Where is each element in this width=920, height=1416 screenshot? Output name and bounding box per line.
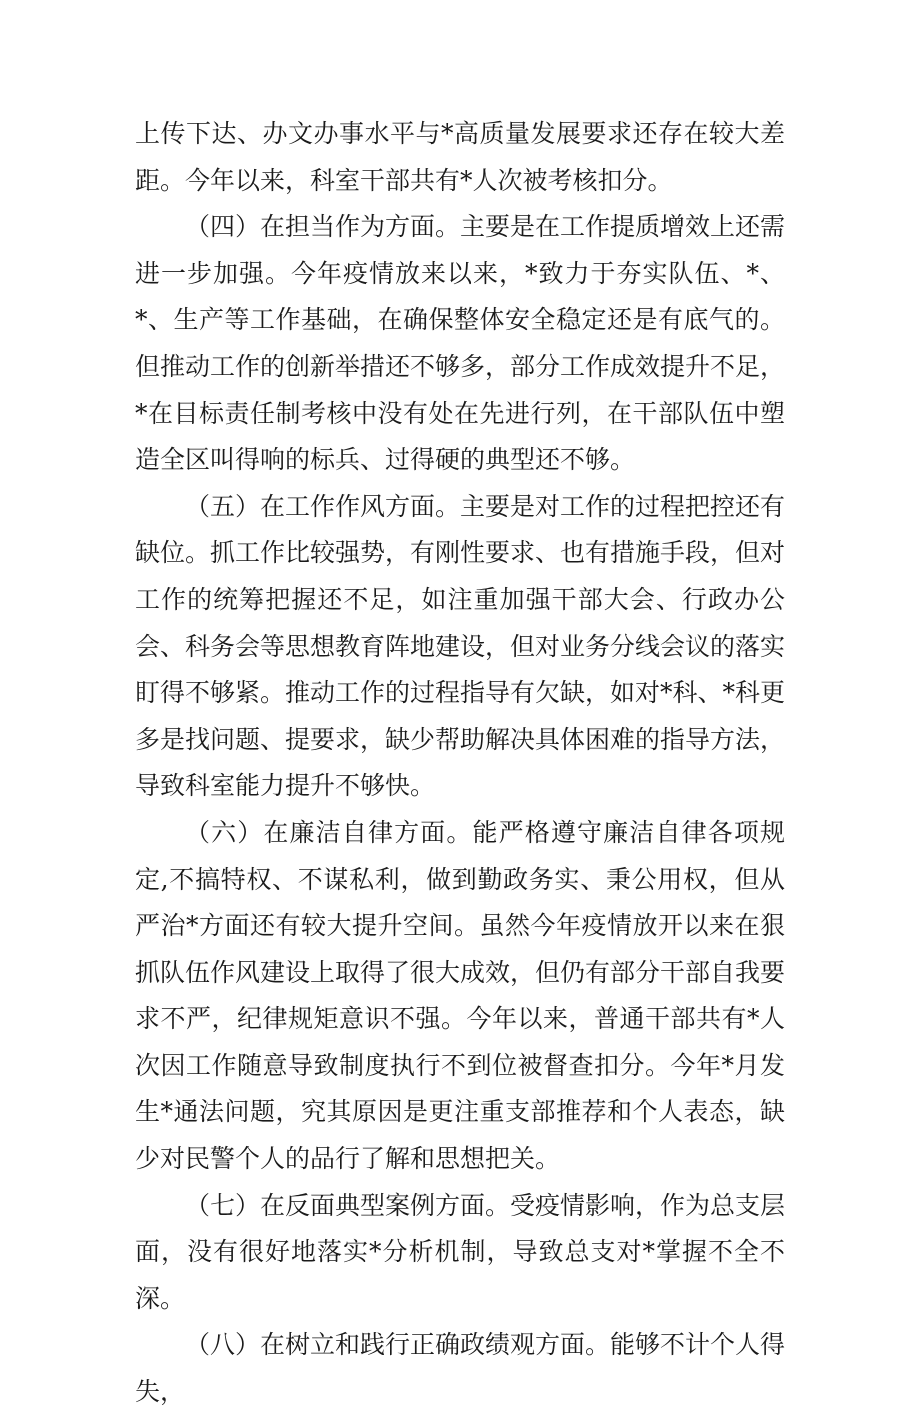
paragraph-section-5: （五）在工作作风方面。主要是对工作的过程把控还有缺位。抓工作比较强势，有刚性要求、也有措施手段，但对工作的统筹把握还不足，如注重加强干部大会、行政办公会、科务会等思想教育阵地建设，但对业务分线会议的落实盯得不够紧。推动工作的过程指导有欠缺，如对*科、*科更多是找问题、提要求，缺少帮助解决具体困难的指导方法，导致科室能力提升不够快。 bbox=[135, 491, 786, 801]
document-body bbox=[135, 111, 785, 1416]
paragraph-section-6: （六）在廉洁自律方面。能严格遵守廉洁自律各项规定,不搞特权、不谋私利，做到勤政务实、秉公用权，但从严治*方面还有较大提升空间。虽然今年疫情放开以来在狠抓队伍作风建设上取得了很大成效，但仍有部分干部自我要求不严，纪律规矩意识不强。今年以来，普通干部共有*人次因工作随意导致制度执行不到位被督查扣分。今年*月发生*通法问题，究其原因是更注重支部推荐和个人表态，缺少对民警个人的品行了解和思想把关。 bbox=[135, 817, 786, 1174]
paragraph-continuation: 上传下达、办文办事水平与*高质量发展要求还存在较大差距。今年以来，科室干部共有*人次被考核扣分。 bbox=[135, 119, 785, 195]
paragraph-section-7: （七）在反面典型案例方面。受疫情影响，作为总支层面，没有很好地落实*分析机制，导致总支对*掌握不全不深。 bbox=[135, 1190, 786, 1313]
paragraph-section-4: （四）在担当作为方面。主要是在工作提质增效上还需进一步加强。今年疫情放来以来，*致力于夯实队伍、*、*、生产等工作基础，在确保整体安全稳定还是有底气的。但推动工作的创新举措还不够多，部分工作成效提升不足，*在目标责任制考核中没有处在先进行列，在干部队伍中塑造全区叫得响的标兵、过得硬的典型还不够。 bbox=[135, 212, 786, 475]
paragraph-section-8: （八）在树立和践行正确政绩观方面。能够不计个人得失， bbox=[135, 1330, 786, 1407]
